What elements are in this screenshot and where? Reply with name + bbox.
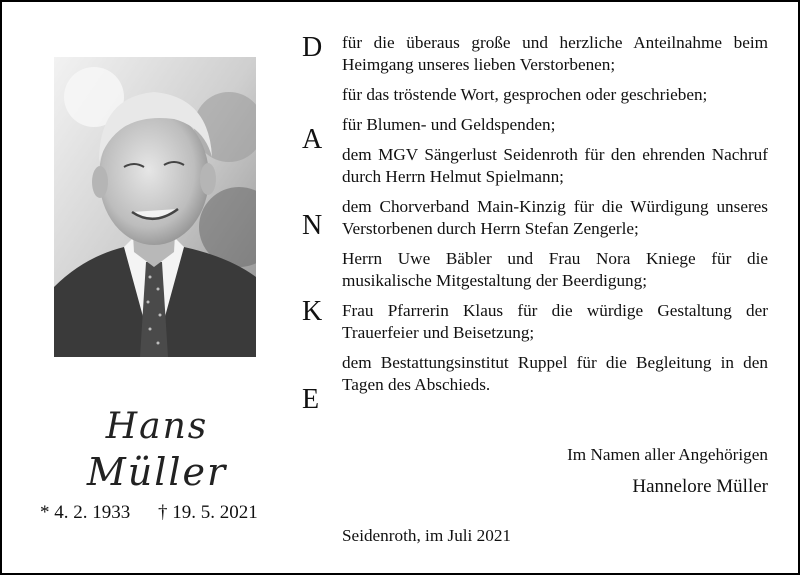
thanks-text bbox=[342, 32, 768, 404]
deceased-last-name: Müller bbox=[86, 450, 228, 494]
danke-letter-a: A bbox=[302, 124, 323, 155]
thanks-paragraph: für das tröstende Wort, gesprochen oder geschrieben; bbox=[342, 85, 708, 104]
thanks-paragraph: Herrn Uwe Bäbler und Frau Nora Kniege für die musikalische Mitgestaltung der Beerdigung; bbox=[342, 249, 768, 290]
danke-letter-e: E bbox=[302, 384, 320, 415]
danke-letter-d: D bbox=[302, 32, 323, 63]
danke-letter-k: K bbox=[302, 296, 323, 327]
signature-intro: Im Namen aller Angehörigen bbox=[567, 445, 768, 464]
portrait-photo bbox=[54, 57, 256, 357]
thanks-paragraph: dem MGV Sängerlust Seidenroth für den ehrenden Nachruf durch Herrn Helmut Spielmann; bbox=[342, 145, 768, 186]
signature-name: Hannelore Müller bbox=[632, 476, 768, 497]
danke-letter-n: N bbox=[302, 210, 323, 241]
birth-date: * 4. 2. 1933 bbox=[40, 502, 131, 523]
place-and-date: Seidenroth, im Juli 2021 bbox=[342, 526, 512, 545]
thanks-paragraph: für die überaus große und herzliche Anteilnahme beim Heimgang unseres lieben Verstorbenen; bbox=[342, 33, 768, 74]
death-date: † 19. 5. 2021 bbox=[158, 502, 258, 523]
thanks-paragraph: für Blumen- und Geldspenden; bbox=[342, 115, 556, 134]
thanks-paragraph: dem Bestattungsinstitut Ruppel für die Begleitung in den Tagen des Abschieds. bbox=[342, 353, 768, 394]
thanks-paragraph: dem Chorverband Main-Kinzig für die Würdigung unseres Verstorbenen durch Herrn Stefan Zengerle; bbox=[342, 197, 768, 238]
deceased-first-name: Hans bbox=[105, 406, 209, 447]
thanks-paragraph: Frau Pfarrerin Klaus für die würdige Gestaltung der Trauerfeier und Beisetzung; bbox=[342, 301, 768, 342]
